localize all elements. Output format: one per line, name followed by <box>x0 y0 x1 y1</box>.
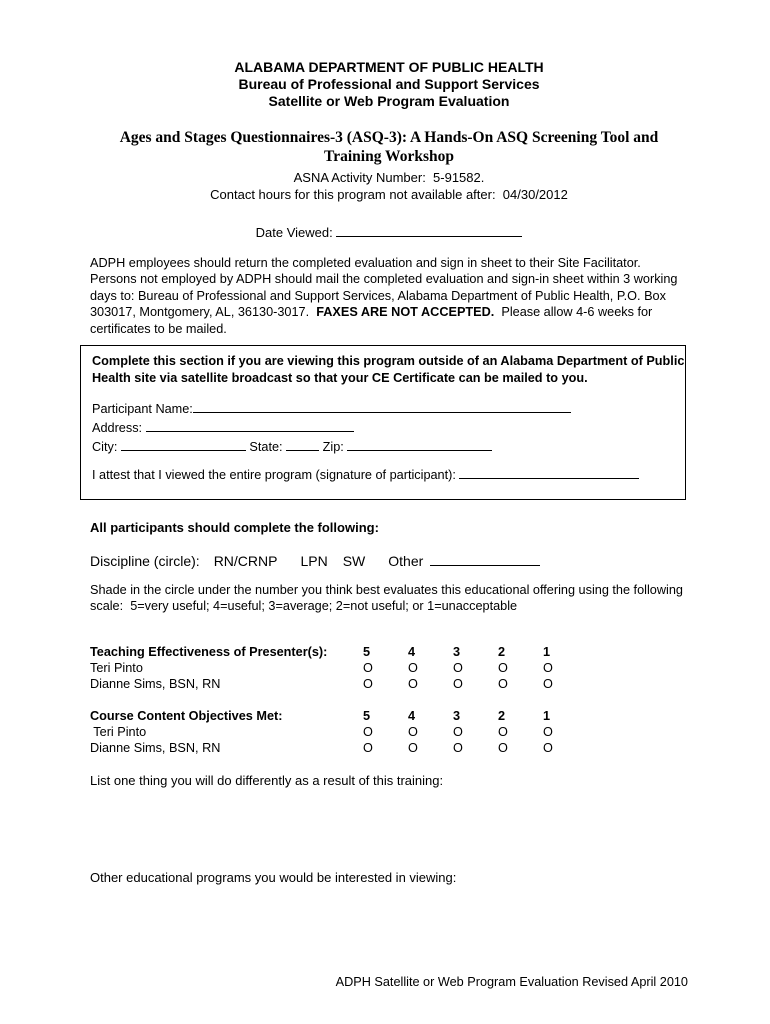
scale-number: 2 <box>498 709 506 724</box>
instructions-line-2: Persons not employed by ADPH should mail the completed evaluation and sign-in sheet within 3 working <box>90 272 678 287</box>
scale-instructions <box>90 582 688 614</box>
rating-circle[interactable]: O <box>543 725 553 740</box>
address-row <box>92 418 674 437</box>
address-label: Address: <box>92 421 146 436</box>
rating-circle[interactable]: O <box>453 677 463 692</box>
participant-name-row <box>92 399 674 418</box>
ratings-section <box>90 644 688 756</box>
rating-circle[interactable]: O <box>498 741 508 756</box>
rating-circle[interactable]: O <box>498 661 508 676</box>
form-name: Satellite or Web Program Evaluation <box>268 93 510 109</box>
instructions-line-1: ADPH employees should return the completed evaluation and sign in sheet to their Site Facilitator. <box>90 256 641 270</box>
rating-circle[interactable]: O <box>363 677 373 692</box>
program-title-line2: Training Workshop <box>324 148 454 165</box>
rating-circle[interactable]: O <box>408 741 418 756</box>
program-title <box>90 128 688 166</box>
scale-instructions-line2: scale: 5=very useful; 4=useful; 3=average; 2=not useful; or 1=unacceptable <box>90 599 518 614</box>
date-viewed-label: Date Viewed: <box>255 225 337 240</box>
scale-instructions-line1: Shade in the circle under the number you think best evaluates this educational offering using the following <box>90 583 683 598</box>
rating-group-title: Teaching Effectiveness of Presenter(s): <box>90 645 328 660</box>
state-blank[interactable] <box>286 437 319 451</box>
instructions-line-4 <box>90 304 688 320</box>
asna-activity-number: ASNA Activity Number: 5-91582. <box>293 170 485 185</box>
instructions-line-3: days to: Bureau of Professional and Support Services, Alabama Department of Public Health, P.O. Box <box>90 288 666 303</box>
rating-group-title: Course Content Objectives Met: <box>90 709 283 724</box>
rating-row <box>90 660 688 676</box>
attest-label: I attest that I viewed the entire program (signature of participant): <box>92 468 460 483</box>
scale-number: 4 <box>408 645 416 660</box>
scale-number: 1 <box>543 709 551 724</box>
presenter-name: Dianne Sims, BSN, RN <box>90 677 221 692</box>
presenter-name: Dianne Sims, BSN, RN <box>90 741 221 756</box>
rating-circle[interactable]: O <box>408 677 418 692</box>
question-other-programs: Other educational programs you would be interested in viewing: <box>90 870 457 886</box>
scale-number: 2 <box>498 645 506 660</box>
faxes-warning: FAXES ARE NOT ACCEPTED. <box>316 305 495 320</box>
scale-number: 3 <box>453 709 461 724</box>
discipline-option-rn-crnp[interactable]: RN/CRNP <box>213 553 278 570</box>
signature-blank[interactable] <box>459 465 639 479</box>
scale-number: 5 <box>363 709 371 724</box>
rating-circle[interactable]: O <box>543 677 553 692</box>
question-do-differently: List one thing you will do differently as a result of this training: <box>90 773 444 789</box>
discipline-option-other[interactable]: Other <box>388 553 424 570</box>
rating-circle[interactable]: O <box>363 741 373 756</box>
scale-number: 5 <box>363 645 371 660</box>
mailing-box-heading-line1: Complete this section if you are viewing this program outside of an Alabama Department of Public <box>92 354 685 369</box>
participant-name-label: Participant Name: <box>92 402 193 417</box>
discipline-row <box>90 552 688 570</box>
zip-blank[interactable] <box>347 437 492 451</box>
mailing-box-heading-line2: Health site via satellite broadcast so that your CE Certificate can be mailed to you. <box>92 370 588 385</box>
state-label: State: <box>245 440 287 455</box>
discipline-option-sw[interactable]: SW <box>342 553 366 570</box>
program-title-line1: Ages and Stages Questionnaires-3 (ASQ-3): A Hands-On ASQ Screening Tool and <box>119 129 659 146</box>
rating-group-content <box>90 708 688 756</box>
presenter-name: Teri Pinto <box>90 661 143 676</box>
certificate-mailing-box <box>80 345 686 500</box>
presenter-name: Teri Pinto <box>90 725 147 740</box>
footer-note: ADPH Satellite or Web Program Evaluation Revised April 2010 <box>335 975 688 990</box>
date-viewed-blank[interactable] <box>336 223 522 237</box>
address-blank[interactable] <box>146 418 354 432</box>
rating-circle[interactable]: O <box>408 661 418 676</box>
instructions-line-4b: Please allow 4-6 weeks for <box>494 305 653 320</box>
rating-circle[interactable]: O <box>363 661 373 676</box>
rating-circle[interactable]: O <box>543 741 553 756</box>
city-blank[interactable] <box>121 437 246 451</box>
return-instructions <box>90 255 688 337</box>
rating-circle[interactable]: O <box>408 725 418 740</box>
rating-circle[interactable]: O <box>453 725 463 740</box>
city-label: City: <box>92 440 121 455</box>
scale-number: 3 <box>453 645 461 660</box>
rating-circle[interactable]: O <box>453 661 463 676</box>
rating-circle[interactable]: O <box>453 741 463 756</box>
bureau-name: Bureau of Professional and Support Services <box>238 76 540 92</box>
date-viewed-row <box>90 223 688 241</box>
attest-row <box>92 465 674 484</box>
rating-row <box>90 724 688 740</box>
zip-label: Zip: <box>319 440 348 455</box>
rating-group-teaching <box>90 644 688 692</box>
participant-name-blank[interactable] <box>193 399 571 413</box>
rating-circle[interactable]: O <box>363 725 373 740</box>
city-state-zip-row <box>92 437 674 456</box>
rating-group-content-header <box>90 708 688 724</box>
scale-number: 4 <box>408 709 416 724</box>
discipline-option-lpn[interactable]: LPN <box>300 553 328 570</box>
discipline-label: Discipline (circle): <box>90 553 200 570</box>
contact-hours-note: Contact hours for this program not available after: 04/30/2012 <box>210 187 568 202</box>
scale-number: 1 <box>543 645 551 660</box>
mailing-box-fields <box>92 399 674 456</box>
rating-row <box>90 740 688 756</box>
rating-group-teaching-header <box>90 644 688 660</box>
rating-circle[interactable]: O <box>498 725 508 740</box>
rating-circle[interactable]: O <box>498 677 508 692</box>
org-name: ALABAMA DEPARTMENT OF PUBLIC HEALTH <box>234 59 544 75</box>
discipline-other-blank[interactable] <box>430 552 540 566</box>
instructions-line-4a: 303017, Montgomery, AL, 36130-3017. <box>90 305 317 320</box>
all-participants-heading: All participants should complete the following: <box>90 520 379 536</box>
instructions-line-5: certificates to be mailed. <box>90 321 227 336</box>
rating-circle[interactable]: O <box>543 661 553 676</box>
rating-row <box>90 676 688 692</box>
